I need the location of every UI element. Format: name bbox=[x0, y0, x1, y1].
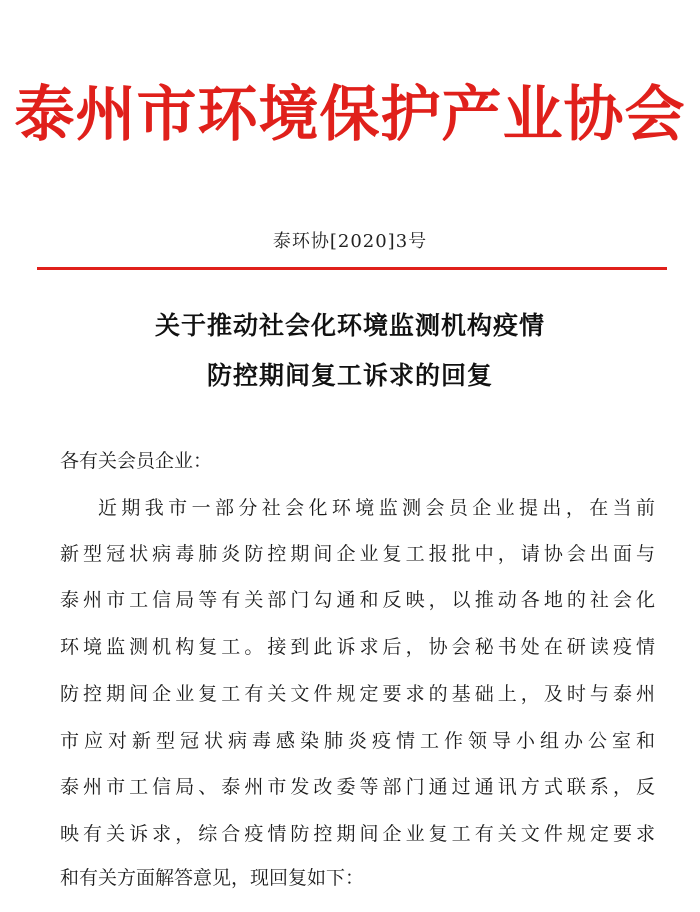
salutation: 各有关会员企业： bbox=[60, 450, 213, 472]
body-line: 泰州市工信局等有关部门勾通和反映，以推动各地的社会化 bbox=[60, 589, 655, 611]
body-line: 泰州市工信局、泰州市发改委等部门通过通讯方式联系，反 bbox=[60, 776, 655, 798]
red-divider-line bbox=[37, 267, 667, 270]
document-number: 泰环协[2020]3号 bbox=[272, 231, 428, 252]
body-line: 近期我市一部分社会化环境监测会员企业提出，在当前 bbox=[98, 497, 655, 519]
document-title-line-2: 防控期间复工诉求的回复 bbox=[206, 361, 493, 390]
letterhead-org-name: 泰州市环境保护产业协会 bbox=[14, 80, 686, 150]
body-line: 映有关诉求，综合疫情防控期间企业复工有关文件规定要求 bbox=[60, 823, 655, 845]
body-line: 新型冠状病毒肺炎防控期间企业复工报批中，请协会出面与 bbox=[60, 543, 655, 565]
document-title-line-1: 关于推动社会化环境监测机构疫情 bbox=[154, 311, 545, 340]
body-line: 防控期间企业复工有关文件规定要求的基础上，及时与泰州 bbox=[60, 683, 655, 705]
body-line: 市应对新型冠状病毒感染肺炎疫情工作领导小组办公室和 bbox=[60, 730, 655, 752]
body-line: 环境监测机构复工。接到此诉求后，协会秘书处在研读疫情 bbox=[60, 636, 655, 658]
body-line: 和有关方面解答意见，现回复如下： bbox=[60, 867, 365, 889]
